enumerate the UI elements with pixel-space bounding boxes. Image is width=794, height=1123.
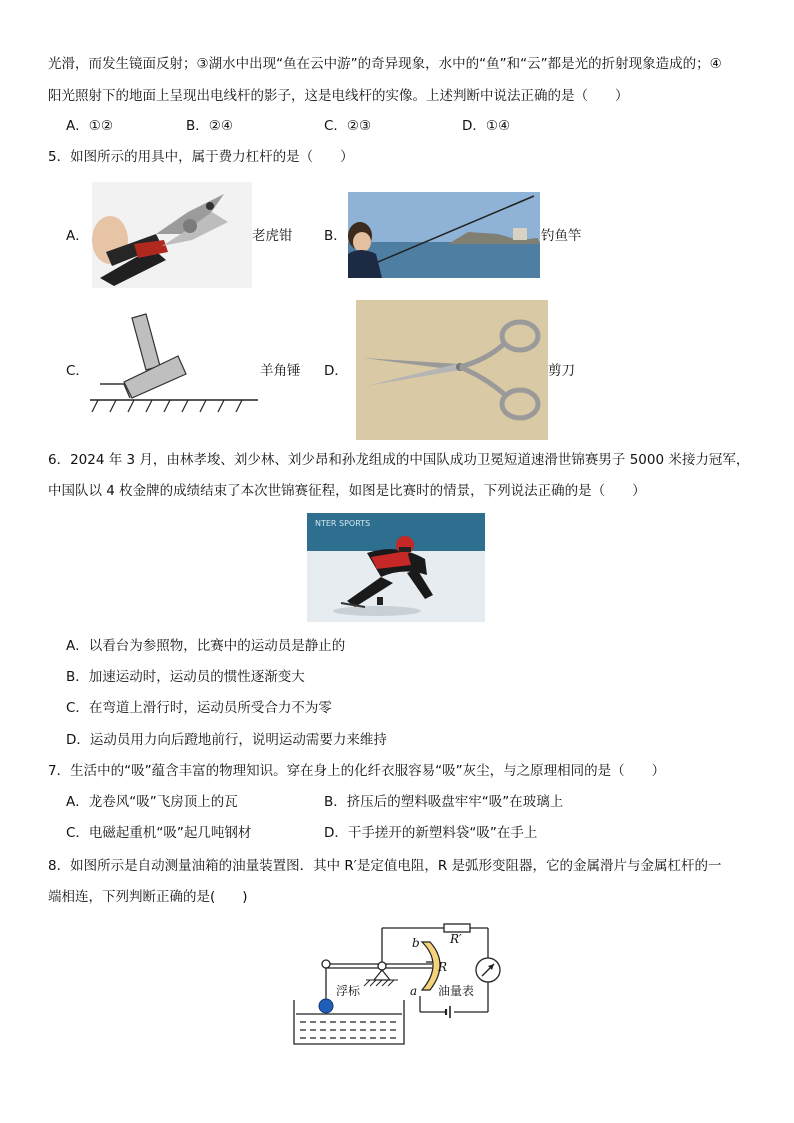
q5-stem: 5．如图所示的用具中，属于费力杠杆的是（ ） bbox=[48, 149, 354, 165]
q4-line1: 光滑，而发生镜面反射；③湖水中出现“鱼在云中游”的奇异现象，水中的“鱼”和“云”都是光的折射现象造成的；④ bbox=[48, 56, 722, 72]
label-b: b bbox=[412, 936, 420, 950]
banner-text: NTER SPORTS bbox=[315, 519, 371, 528]
q5-caption-pliers: 老虎钳 bbox=[252, 228, 293, 244]
q4-option-c: C．②③ bbox=[324, 118, 372, 134]
oil-gauge-diagram bbox=[290, 920, 505, 1048]
q7-option-c: C．电磁起重机“吸”起几吨钢材 bbox=[66, 825, 252, 841]
label-oil-meter: 油量表 bbox=[438, 984, 475, 998]
claw-hammer-diagram bbox=[90, 310, 260, 414]
label-a: a bbox=[410, 984, 418, 998]
q5-option-d-letter: D． bbox=[324, 363, 348, 379]
q4-option-a: A．①② bbox=[66, 118, 113, 134]
label-float: 浮标 bbox=[336, 984, 361, 998]
q5-option-a-letter: A． bbox=[66, 228, 89, 244]
label-r-prime: R′ bbox=[450, 932, 462, 946]
q7-stem: 7．生活中的“吸”蕴含丰富的物理知识。穿在身上的化纤衣服容易“吸”灰尘，与之原理相同的是（ ） bbox=[48, 763, 666, 779]
pliers-image bbox=[92, 182, 252, 288]
q5-caption-rod: 钓鱼竿 bbox=[541, 228, 582, 244]
q5-caption-scissors: 剪刀 bbox=[548, 363, 575, 379]
q7-option-b: B．挤压后的塑料吸盘牢牢“吸”在玻璃上 bbox=[324, 794, 564, 810]
q5-caption-hammer: 羊角锤 bbox=[260, 363, 301, 379]
q6-line2: 中国队以 4 枚金牌的成绩结束了本次世锦赛征程，如图是比赛时的情景，下列说法正确的是（ ） bbox=[48, 483, 646, 499]
q7-option-d: D．干手搓开的新塑料袋“吸”在手上 bbox=[324, 825, 538, 841]
q7-option-a: A．龙卷风“吸”飞房顶上的瓦 bbox=[66, 794, 238, 810]
q5-option-c-letter: C． bbox=[66, 363, 89, 379]
q6-option-b: B．加速运动时，运动员的惯性逐渐变大 bbox=[66, 669, 305, 685]
q6-option-c: C．在弯道上滑行时，运动员所受合力不为零 bbox=[66, 700, 332, 716]
scissors-image bbox=[356, 300, 548, 440]
q8-line2: 端相连，下列判断正确的是( ) bbox=[48, 889, 248, 905]
q8-line1: 8．如图所示是自动测量油箱的油量装置图．其中 R′是定值电阻，R 是弧形变阻器，它的金属滑片与金属杠杆的一 bbox=[48, 858, 722, 874]
q4-option-d: D．①④ bbox=[462, 118, 511, 134]
q6-line1: 6．2024 年 3 月，由林孝埈、刘少林、刘少昂和孙龙组成的中国队成功卫冕短道速滑世锦赛男子 5000 米接力冠军， bbox=[48, 452, 750, 468]
q6-option-a: A．以看台为参照物，比赛中的运动员是静止的 bbox=[66, 638, 346, 654]
fishing-rod-image bbox=[348, 192, 540, 278]
q4-option-b: B．②④ bbox=[186, 118, 233, 134]
q4-line2: 阳光照射下的地面上呈现出电线杆的影子，这是电线杆的实像。上述判断中说法正确的是（ ） bbox=[48, 88, 629, 104]
q6-option-d: D．运动员用力向后蹬地前行，说明运动需要力来维持 bbox=[66, 732, 387, 748]
label-r: R bbox=[438, 960, 448, 974]
speed-skating-image bbox=[307, 513, 485, 622]
q5-option-b-letter: B． bbox=[324, 228, 347, 244]
